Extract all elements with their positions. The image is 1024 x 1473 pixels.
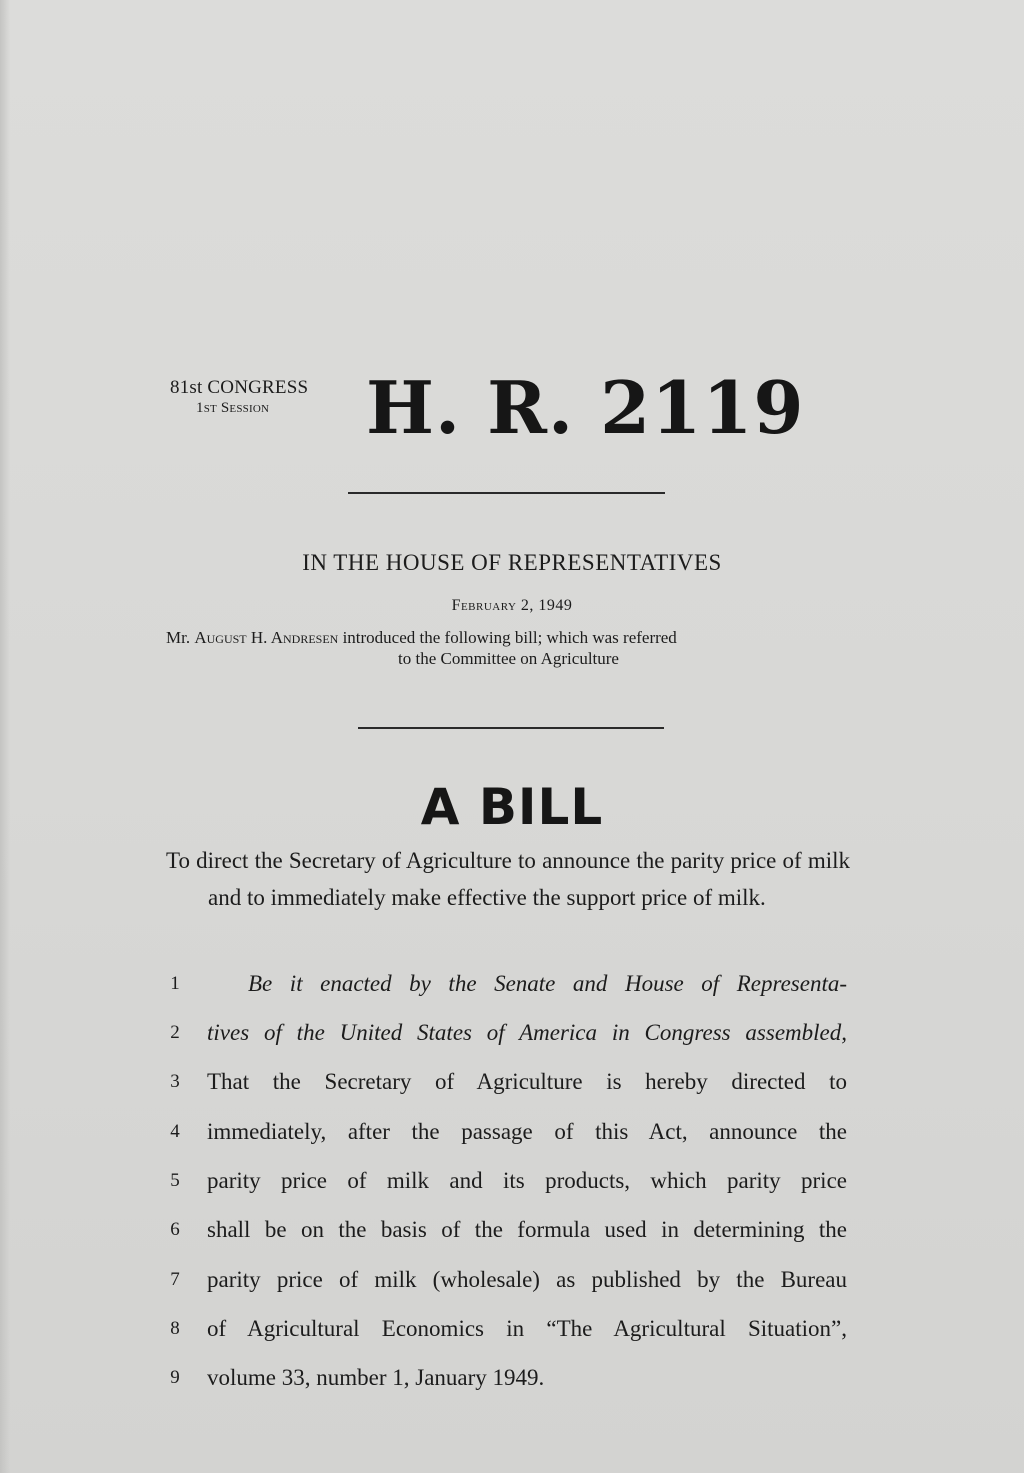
congress-session-label [170,378,308,418]
introduction-text: introduced the following bill; which was referred [338,628,677,647]
bill-line [0,1013,1024,1053]
bill-line [0,1112,1024,1152]
line-text: parity price of milk and its products, which parity price [207,1168,847,1193]
line-text: Be it enacted by the Senate and House of Representa- [248,971,847,996]
line-number: 1 [170,973,180,994]
bill-number: H. R. 2119 [366,365,805,450]
line-number: 7 [170,1269,180,1290]
bill-line [0,1062,1024,1102]
line-number: 4 [170,1121,180,1142]
bill-line [0,1260,1024,1300]
title-rule [358,727,664,729]
introduction-date: February 2, 1949 [451,597,573,614]
bill-line [0,1161,1024,1201]
line-number: 6 [170,1219,180,1240]
bill-line [0,1358,1024,1398]
line-number: 2 [170,1022,180,1043]
bill-line [0,1309,1024,1349]
line-text: of Agricultural Economics in “The Agricultural Situation”, [207,1316,847,1341]
header-rule [348,492,665,494]
bill-line [0,964,1024,1004]
bill-line [0,1210,1024,1250]
line-number: 8 [170,1318,180,1339]
line-number: 9 [170,1367,180,1388]
line-text: tives of the United States of America in Congress assembled, [207,1020,847,1045]
congress-label: 81st CONGRESS [170,377,309,398]
chamber-heading: IN THE HOUSE OF REPRESENTATIVES [302,550,722,575]
line-text: volume 33, number 1, January 1949. [207,1365,545,1390]
line-number: 3 [170,1071,180,1092]
bill-purpose: To direct the Secretary of Agriculture to announce the parity price of milk and to immediately make effective the support price of milk. [166,848,850,910]
line-text: That the Secretary of Agriculture is hereby directed to [207,1069,847,1094]
line-text: parity price of milk (wholesale) as published by the Bureau [207,1267,847,1292]
line-number: 5 [170,1170,180,1191]
session-label: 1st Session [196,400,270,416]
committee-referral: to the Committee on Agriculture [398,649,619,668]
line-text: immediately, after the passage of this Act, announce the [207,1119,847,1144]
line-text: shall be on the basis of the formula used in determining the [207,1217,847,1242]
sponsor-name: August H. Andresen [194,628,339,647]
introduction-statement [166,627,851,669]
bill-title: A BILL [420,778,604,836]
sponsor-prefix: Mr. [166,628,195,647]
